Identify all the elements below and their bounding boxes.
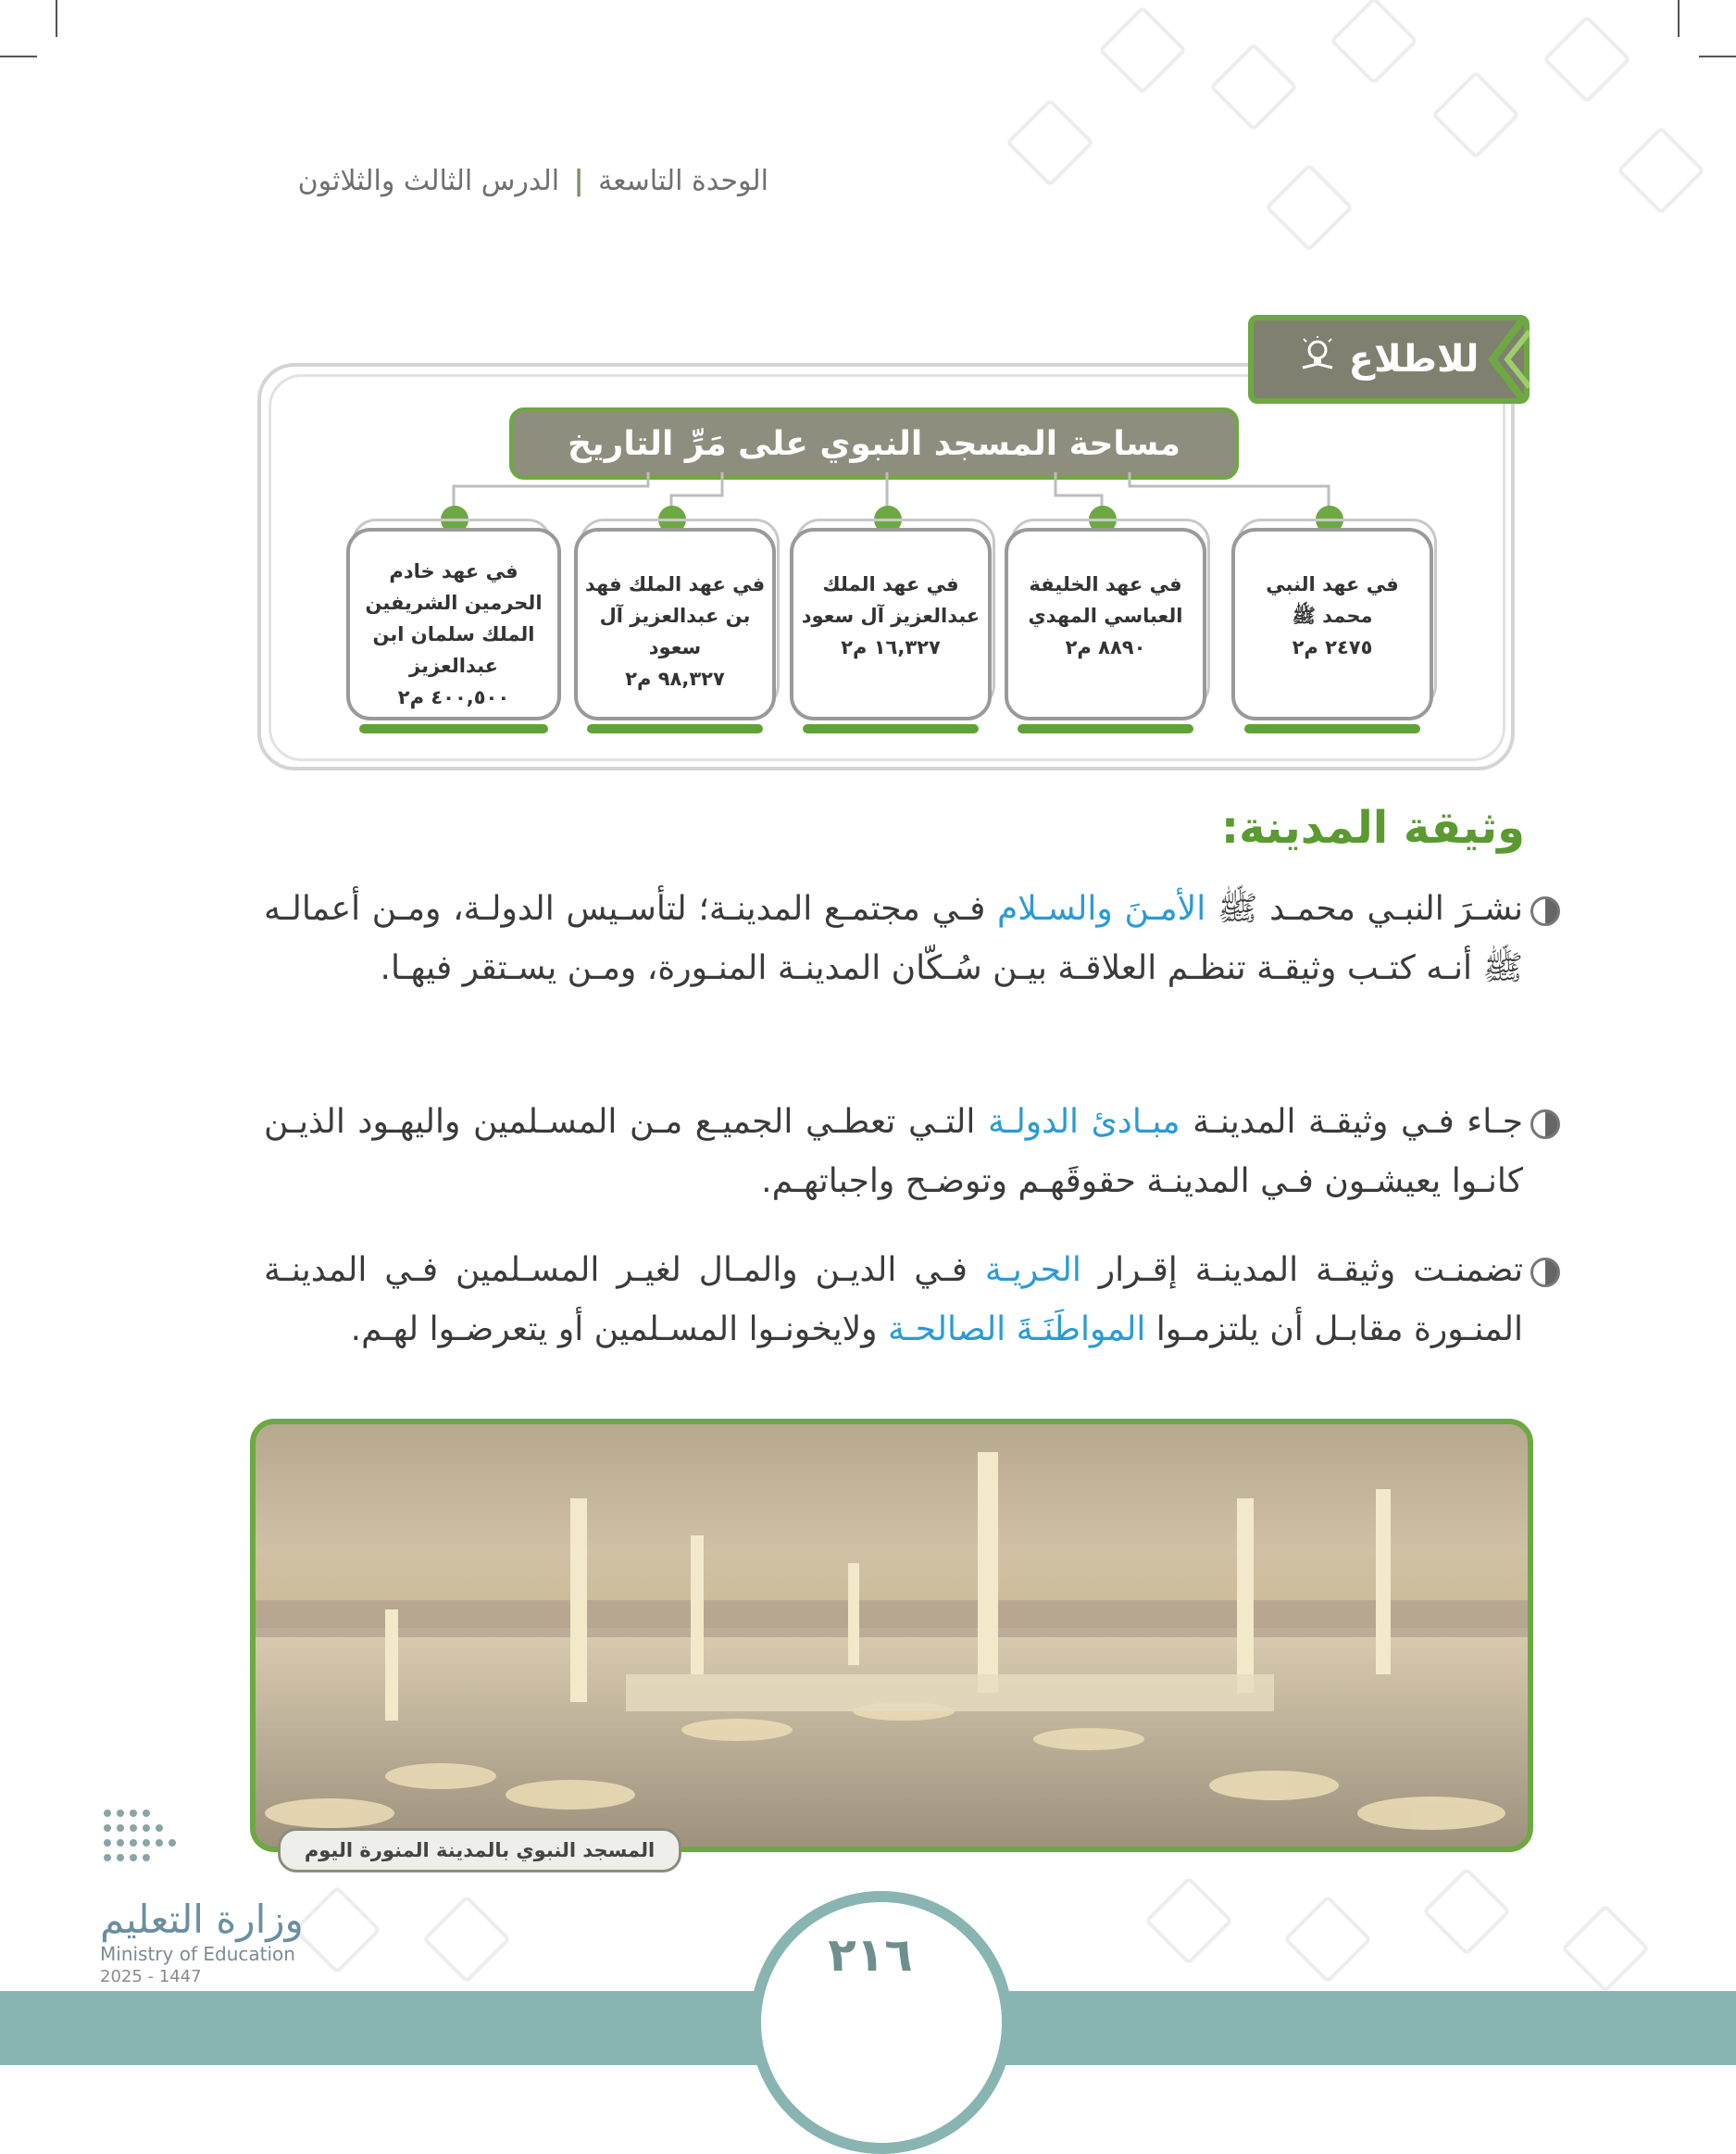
paragraph-text: التـي تعطـي الجميـع مـن المسـلمين واليهـود الذيـن كانـوا يعيشـون فـي المدينـة حقوقَهـم وتوضـح واجباتهـم. <box>264 1103 1523 1200</box>
highlight-term: الأمـنَ والسـلام <box>996 890 1206 928</box>
card-area: ٩٨,٣٢٧ م٢ <box>625 668 725 690</box>
unit-label: الوحدة التاسعة <box>598 165 768 197</box>
section-title: وثيقة المدينة: <box>1220 802 1525 854</box>
paragraph-text: فـي مجتمـع المدينـة؛ لتأسـيس الدولـة، ومـن أعمالـه ﷺ أنـه كتـب وثيقـة تنظـم العلاقـة بيـن سُـكّان المدينـة المنـورة، ومـن يسـتقر فيهـا. <box>264 890 1523 987</box>
paragraph-text: فـي الديـن والمـال لغيـر المسـلمين فـي المدينـة المنـورة مقابـل أن يلتزمـوا <box>264 1251 1523 1348</box>
card-area: ٨٨٩٠ م٢ <box>1065 636 1146 658</box>
card-era: في عهد خادم الحرمين الشريفين الملك سلمان ابن عبدالعزيز <box>365 560 543 677</box>
card-era: في عهد النبي محمد ﷺ <box>1266 573 1399 627</box>
paragraph-3 <box>264 1241 1523 1359</box>
area-card-fahd <box>574 528 776 720</box>
card-era: في عهد الملك عبدالعزيز آل سعود <box>801 573 980 627</box>
half-circle-bullet-icon <box>1530 1258 1560 1287</box>
paragraph-1 <box>264 880 1523 998</box>
page-number: ٢١٦ <box>828 1928 913 1982</box>
mosque-illustration <box>256 1424 1528 1847</box>
half-circle-bullet-icon <box>1530 896 1560 926</box>
ministry-name-arabic: وزارة التعليم <box>100 1897 304 1942</box>
edition-year: 2025 - 1447 <box>100 1967 202 1986</box>
mosque-photo <box>250 1419 1533 1852</box>
card-era: في عهد الخليفة العباسي المهدي <box>1028 573 1183 627</box>
highlight-term: الحريـة <box>984 1251 1081 1289</box>
paragraph-text: نشـرَ النبـي محمـد ﷺ <box>1205 890 1524 928</box>
lightbulb-book-icon <box>1299 336 1336 382</box>
highlight-term: المواطَنَـةَ الصالحـة <box>887 1310 1146 1348</box>
photo-caption: المسجد النبوي بالمدينة المنورة اليوم <box>278 1828 681 1872</box>
header-separator: | <box>573 165 584 197</box>
page-header <box>250 165 768 197</box>
highlight-term: مبـادئ الدولـة <box>987 1103 1180 1141</box>
card-era: في عهد الملك فهد بن عبدالعزيز آل سعود <box>584 573 766 658</box>
info-title: مساحة المسجد النبوي على مَرِّ التاريخ <box>509 407 1239 480</box>
lesson-label: الدرس الثالث والثلاثون <box>297 165 560 197</box>
paragraph-text: تضمنـت وثيقـة المدينـة إقـرار <box>1080 1251 1523 1289</box>
half-circle-bullet-icon <box>1530 1109 1560 1139</box>
paragraph-text: ولايخونـوا المسـلمين أو يتعرضـوا لهـم. <box>350 1310 888 1348</box>
card-area: ٤٠٠,٥٠٠ م٢ <box>397 686 510 708</box>
paragraph-text: جـاء فـي وثيقـة المدينـة <box>1180 1103 1523 1141</box>
area-card-abdulaziz <box>790 528 992 720</box>
badge-label: للاطلاع <box>1348 338 1480 381</box>
area-card-abbasid <box>1005 528 1206 720</box>
area-card-prophet <box>1231 528 1433 720</box>
ministry-name-english: Ministry of Education <box>100 1943 295 1965</box>
area-card-salman <box>346 528 561 720</box>
paragraph-2 <box>264 1093 1523 1211</box>
card-area: ١٦,٣٢٧ م٢ <box>841 636 941 658</box>
chevron-left-icon <box>1485 315 1530 404</box>
card-area: ٢٤٧٥ م٢ <box>1292 636 1373 658</box>
